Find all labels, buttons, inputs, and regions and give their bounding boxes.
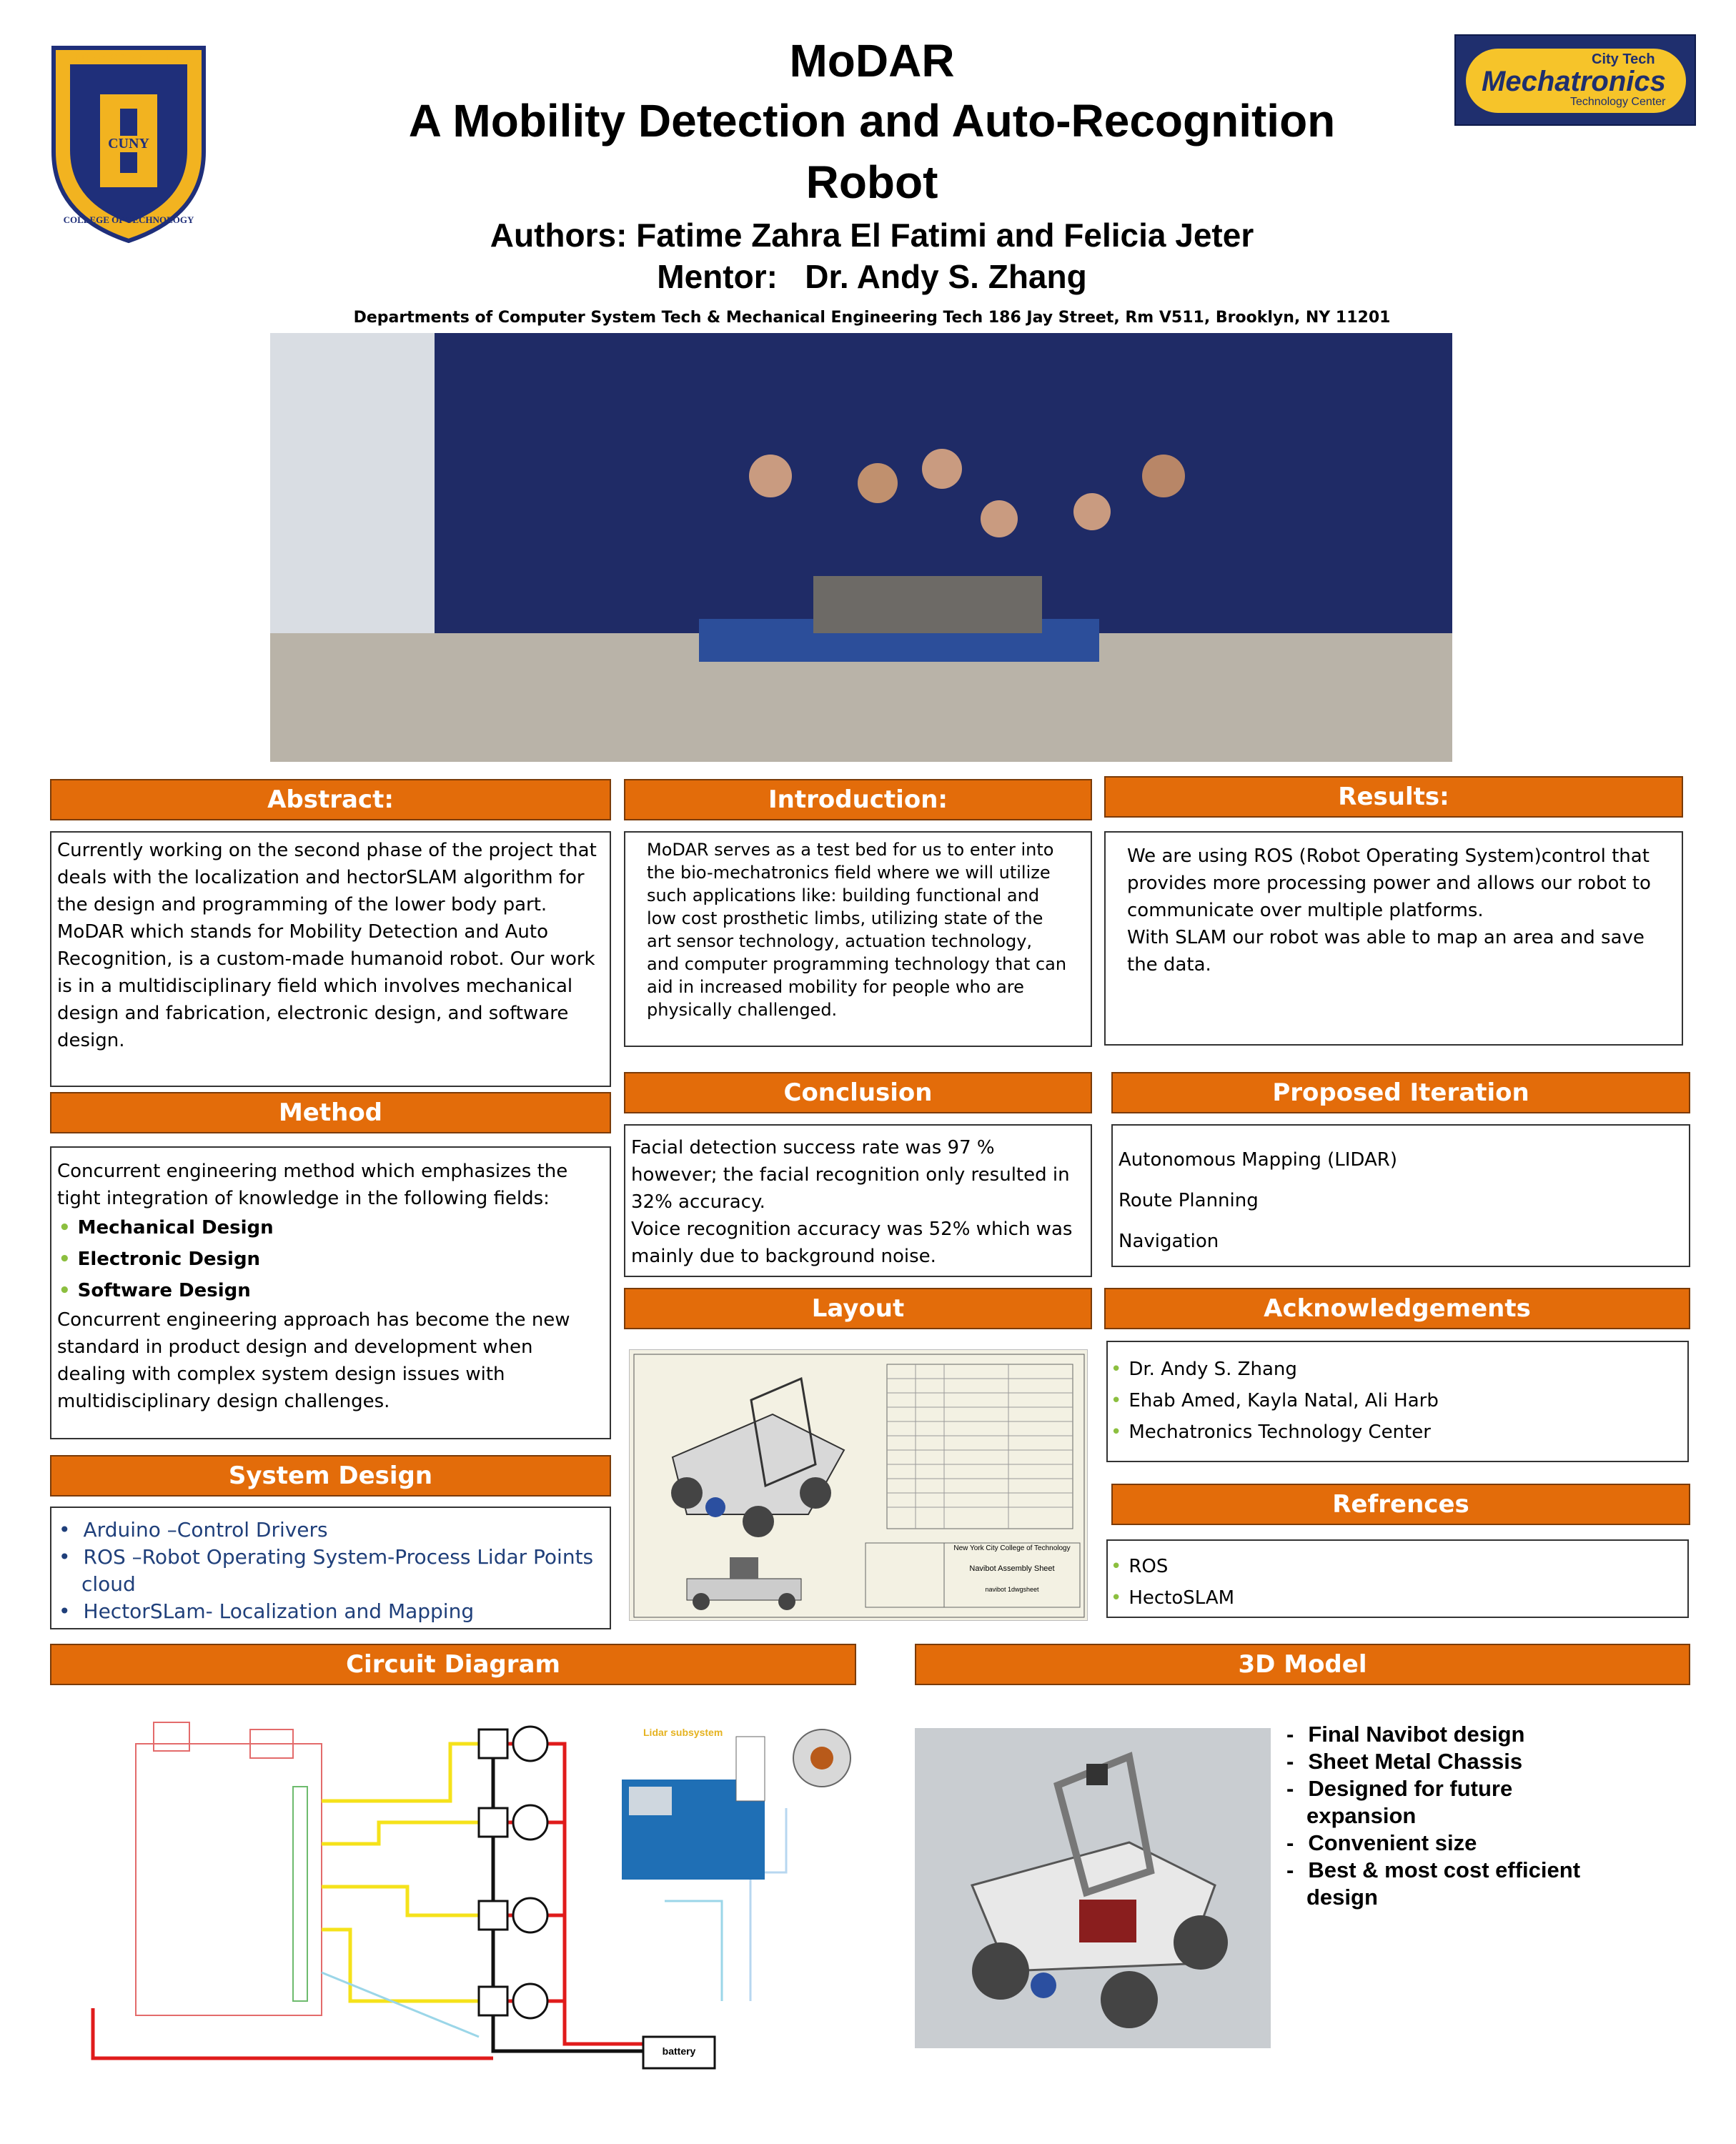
results-body-box [1104, 831, 1683, 1046]
poster-title-line3: Robot [805, 157, 938, 208]
method-list [59, 1212, 604, 1306]
conclusion-heading: Conclusion [624, 1072, 1092, 1113]
ack-item: • Mechatronics Technology Center [1111, 1416, 1685, 1448]
results-heading: Results: [1104, 776, 1683, 818]
department-line: Departments of Computer System Tech & Mechanical Engineering Tech 186 Jay Street, Rm V511, Brooklyn, NY 11201 [353, 309, 1391, 327]
mechatronics-logo [1454, 34, 1696, 126]
mechatronics-top-text: City Tech [1592, 51, 1655, 67]
method-body-box [50, 1146, 611, 1439]
model3d-item: - Designed for future expansion [1286, 1775, 1608, 1830]
proposed-body-box [1111, 1124, 1690, 1267]
model3d-item: - Final Navibot design [1286, 1721, 1608, 1748]
layout-sheet-code: navibot 1dwgsheet [985, 1586, 1039, 1593]
layout-drawing [629, 1349, 1088, 1621]
method-heading: Method [50, 1092, 611, 1133]
model3d-item: - Best & most cost efficient design [1286, 1857, 1608, 1911]
model3d-heading: 3D Model [915, 1644, 1690, 1685]
model3d-list [1286, 1721, 1608, 1911]
system-item: • ROS –Robot Operating System-Process Lidar Points cloud [59, 1544, 602, 1598]
proposed-item: Route Planning [1119, 1190, 1259, 1211]
reference-item: • HectoSLAM [1111, 1582, 1685, 1614]
battery-label: battery [662, 2045, 696, 2057]
seal-text-bottom: COLLEGE OF TECHNOLOGY [63, 214, 194, 225]
model3d-item: - Sheet Metal Chassis [1286, 1748, 1608, 1775]
ack-item: • Ehab Amed, Kayla Natal, Ali Harb [1111, 1385, 1685, 1416]
team-photo [270, 333, 1452, 762]
layout-sheet-college: New York City College of Technology [953, 1544, 1071, 1552]
method-item: • Electronic Design [59, 1244, 604, 1275]
proposed-item: Navigation [1119, 1231, 1219, 1252]
lidar-subsystem-label: Lidar subsystem [643, 1727, 723, 1738]
circuit-diagram [50, 1701, 856, 2073]
acknowledgements-body-box [1106, 1341, 1689, 1462]
conclusion-text-1: Facial detection success rate was 97 % however; the facial recognition only resulted in 32% accuracy. [631, 1137, 1070, 1213]
layout-sheet-title: Navibot Assembly Sheet [969, 1564, 1055, 1573]
authors-line: Authors: Fatime Zahra El Fatimi and Felicia Jeter [490, 217, 1254, 254]
model3d-render [915, 1728, 1271, 2048]
system-design-heading: System Design [50, 1455, 611, 1497]
system-item: • HectorSLam- Localization and Mapping [59, 1598, 602, 1625]
proposed-heading: Proposed Iteration [1111, 1072, 1690, 1113]
acknowledgements-heading: Acknowledgements [1104, 1288, 1690, 1329]
ack-item: • Dr. Andy S. Zhang [1111, 1354, 1685, 1385]
proposed-item: Autonomous Mapping (LIDAR) [1119, 1149, 1397, 1171]
conclusion-text-2: Voice recognition accuracy was 52% which was mainly due to background noise. [631, 1219, 1073, 1267]
layout-heading: Layout [624, 1288, 1092, 1329]
introduction-heading: Introduction: [624, 779, 1092, 820]
method-outro: Concurrent engineering approach has become the new standard in product design and development when dealing with complex system design issues with multidisciplinary design challenges. [57, 1309, 570, 1412]
mentor-line: Mentor: Dr. Andy S. Zhang [657, 258, 1087, 295]
system-design-body-box [50, 1507, 611, 1629]
abstract-body: Currently working on the second phase of the project that deals with the localization and hectorSLAM algorithm for the design and programming of the lower body part. MoDAR which stands for Mobility Detection and Auto Recognition, is a custom-made humanoid robot. Our work is in a multidisciplinary field which involves mechanical design and fabrication, electronic design, and software design. [50, 831, 611, 1087]
method-intro: Concurrent engineering method which emphasizes the tight integration of knowledge in the following fields: [57, 1161, 568, 1209]
method-item: • Mechanical Design [59, 1212, 604, 1244]
circuit-heading: Circuit Diagram [50, 1644, 856, 1685]
mechatronics-sub-text: Technology Center [1570, 96, 1666, 108]
abstract-heading: Abstract: [50, 779, 611, 820]
system-item: • Arduino –Control Drivers [59, 1517, 602, 1544]
reference-item: • ROS [1111, 1551, 1685, 1582]
mechatronics-main-text: Mechatronics [1482, 66, 1666, 97]
results-text-1: We are using ROS (Robot Operating System)control that provides more processing power and allows our robot to communicate over multiple platforms. [1127, 845, 1651, 921]
model3d-item: - Convenient size [1286, 1830, 1608, 1857]
method-item: • Software Design [59, 1275, 604, 1306]
poster-title-line1: MoDAR [789, 35, 955, 86]
poster-title-line2: A Mobility Detection and Auto-Recognition [408, 95, 1336, 147]
conclusion-body-box [624, 1124, 1092, 1277]
seal-text-cuny: CUNY [100, 136, 157, 152]
references-body-box [1106, 1539, 1689, 1618]
seal-text-top: NEW YORK CITY [74, 51, 183, 66]
results-text-2: With SLAM our robot was able to map an area and save the data. [1127, 927, 1645, 976]
references-heading: Refrences [1111, 1484, 1690, 1525]
introduction-body: MoDAR serves as a test bed for us to enter into the bio-mechatronics field where we will utilize such applications like: building functional and low cost prosthetic limbs, utilizing state of the art sensor technology, actuation technology, and computer programming technology that can aid in increased mobility for people who are physically challenged. [624, 831, 1092, 1047]
